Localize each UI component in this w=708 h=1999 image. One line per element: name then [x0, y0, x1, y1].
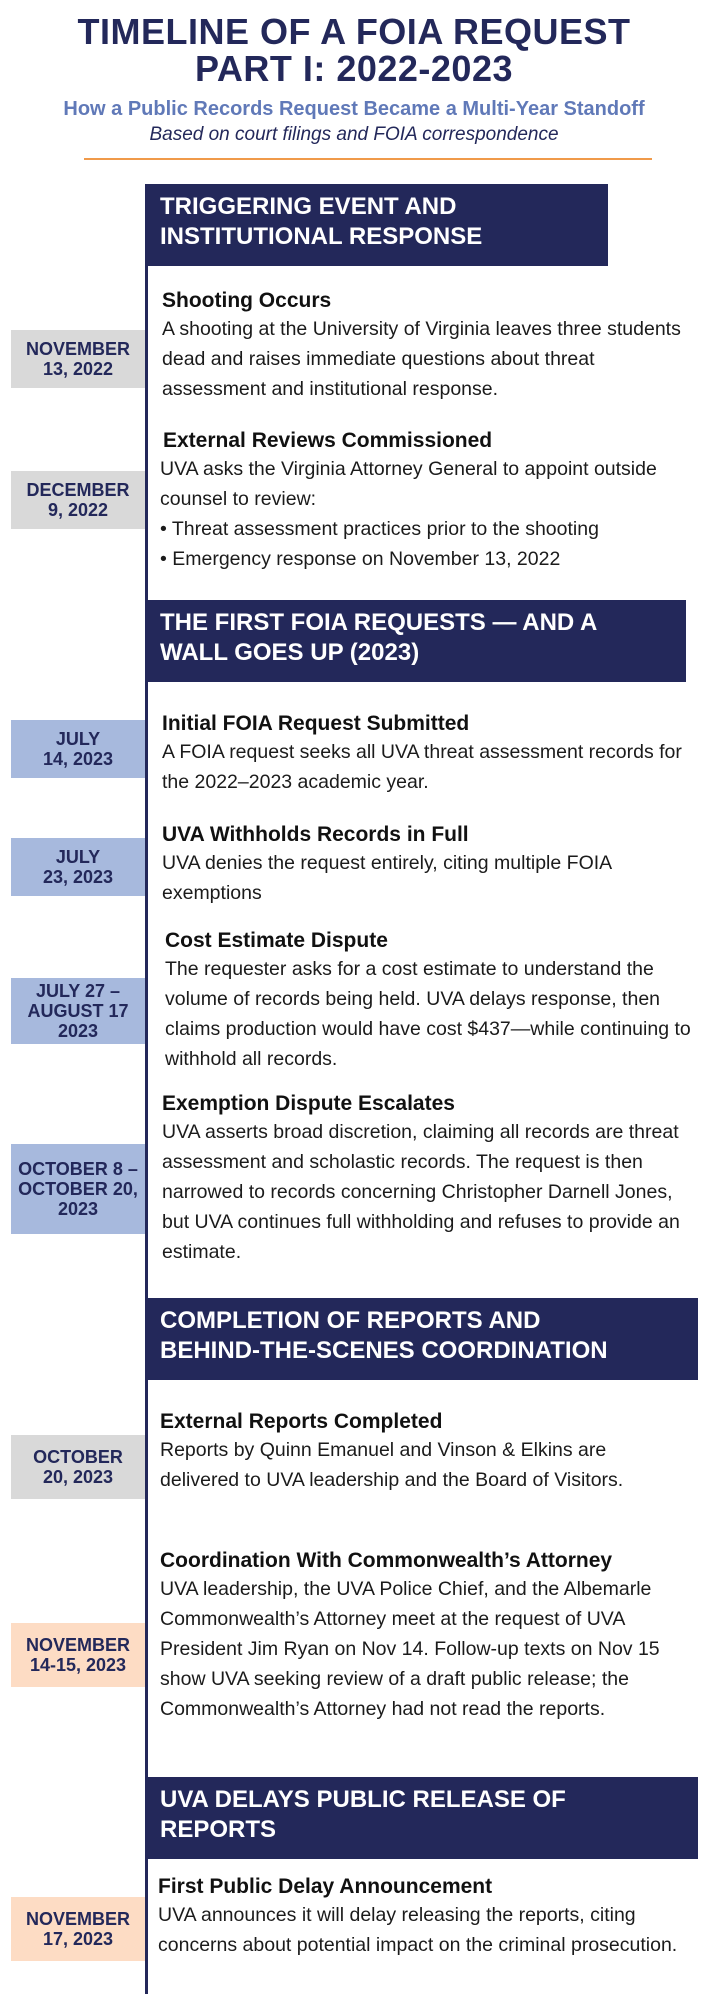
date-line: 20, 2023 [42, 1467, 114, 1487]
date-line: 17, 2023 [42, 1929, 114, 1949]
event-body: UVA asks the Virginia Attorney General to appoint outside counsel to review: [160, 458, 657, 510]
event-date [11, 1623, 145, 1687]
date-line: 14, 2023 [42, 749, 114, 769]
event-initial-foia-request [162, 711, 692, 797]
date-line: NOVEMBER [25, 339, 130, 359]
date-line: JULY 27 – [35, 981, 121, 1001]
event-title: UVA Withholds Records in Full [162, 823, 469, 846]
event-body: A shooting at the University of Virginia leaves three students dead and raises immediate questions about threat assessment and institutional response. [162, 318, 681, 400]
date-line: DECEMBER [26, 480, 130, 500]
event-commonwealth-coordination [160, 1548, 695, 1724]
event-date [11, 1435, 145, 1499]
date-line: OCTOBER 20, [18, 1179, 138, 1199]
section-header-triggering [146, 184, 608, 266]
event-title: Cost Estimate Dispute [165, 929, 388, 952]
section-title-line: INSTITUTIONAL RESPONSE [160, 223, 483, 250]
section-title-line: TRIGGERING EVENT AND [160, 193, 457, 220]
section-title-line: BEHIND-THE-SCENES COORDINATION [160, 1337, 608, 1364]
date-line: OCTOBER 8 – [18, 1159, 138, 1179]
section-title-line: REPORTS [160, 1816, 277, 1843]
date-line: AUGUST 17 [27, 1001, 129, 1021]
section-header-first-foia [146, 600, 686, 682]
event-shooting-occurs [162, 288, 692, 404]
date-line: JULY [55, 847, 101, 867]
date-line: 14-15, 2023 [29, 1655, 127, 1675]
event-title: Shooting Occurs [162, 289, 332, 312]
page-title-line2: PART I: 2022-2023 [195, 48, 513, 89]
event-date [11, 330, 145, 388]
event-bullet: • Emergency response on November 13, 2022 [160, 548, 561, 570]
header-divider [84, 158, 652, 160]
event-first-delay-announcement [158, 1874, 688, 1960]
date-line: 13, 2022 [42, 359, 114, 379]
event-date [11, 838, 145, 896]
event-title: Coordination With Commonwealth’s Attorney [160, 1549, 613, 1572]
event-date [11, 720, 145, 778]
section-header-delays [146, 1777, 698, 1859]
event-body: UVA announces it will delay releasing the reports, citing concerns about potential impact on the criminal prosecution. [158, 1904, 678, 1956]
event-title: External Reviews Commissioned [163, 429, 493, 452]
page-subtitle: How a Public Records Request Became a Multi-Year Standoff [63, 98, 645, 120]
event-body: Reports by Quinn Emanuel and Vinson & Elkins are delivered to UVA leadership and the Board of Visitors. [160, 1439, 624, 1491]
event-cost-estimate-dispute [165, 928, 693, 1074]
date-line: 2023 [57, 1199, 99, 1219]
event-body: UVA denies the request entirely, citing multiple FOIA exemptions [162, 852, 612, 904]
section-title-line: UVA DELAYS PUBLIC RELEASE OF [160, 1786, 566, 1813]
event-reports-completed [160, 1409, 680, 1495]
date-line: 23, 2023 [42, 867, 114, 887]
section-title-line: THE FIRST FOIA REQUESTS — AND A [160, 609, 598, 636]
date-line: JULY [55, 729, 101, 749]
timeline-spine [145, 184, 148, 1994]
event-date [11, 978, 145, 1044]
date-line: NOVEMBER [25, 1635, 130, 1655]
section-header-completion [146, 1298, 698, 1380]
event-withholds-records [162, 822, 692, 908]
event-body: UVA leadership, the UVA Police Chief, and the Albemarle Commonwealth’s Attorney meet at the request of UVA President Jim Ryan on Nov 14. Follow-up texts on Nov 15 show UVA seeking review of a draft public release; the Commonwealth’s Attorney had not read the reports. [160, 1578, 660, 1720]
event-title: Exemption Dispute Escalates [162, 1092, 455, 1115]
event-body: UVA asserts broad discretion, claiming all records are threat assessment and scholastic records. The request is then narrowed to records concerning Christopher Darnell Jones, but UVA continues full withholding and refuses to provide an estimate. [162, 1121, 680, 1263]
date-line: 2023 [57, 1021, 99, 1041]
date-line: 9, 2022 [47, 500, 109, 520]
event-date [11, 471, 145, 529]
event-exemption-dispute [162, 1091, 697, 1267]
event-body: The requester asks for a cost estimate to understand the volume of records being held. UVA delays response, then claims production would have cost $437—while continuing to withhold all records. [165, 958, 691, 1070]
date-line: NOVEMBER [25, 1909, 130, 1929]
event-title: External Reports Completed [160, 1410, 443, 1433]
page-title-line1: TIMELINE OF A FOIA REQUEST [77, 11, 631, 52]
event-bullet: • Threat assessment practices prior to the shooting [160, 518, 599, 540]
event-date [11, 1897, 145, 1961]
date-line: OCTOBER [33, 1447, 123, 1467]
section-title-line: WALL GOES UP (2023) [160, 639, 420, 666]
section-title-line: COMPLETION OF REPORTS AND [160, 1307, 541, 1334]
event-body: A FOIA request seeks all UVA threat assessment records for the 2022–2023 academic year. [162, 741, 682, 793]
event-title: First Public Delay Announcement [158, 1875, 493, 1898]
event-external-reviews [160, 428, 695, 574]
event-date [11, 1144, 145, 1234]
source-note: Based on court filings and FOIA correspondence [149, 124, 559, 145]
event-title: Initial FOIA Request Submitted [162, 712, 470, 735]
